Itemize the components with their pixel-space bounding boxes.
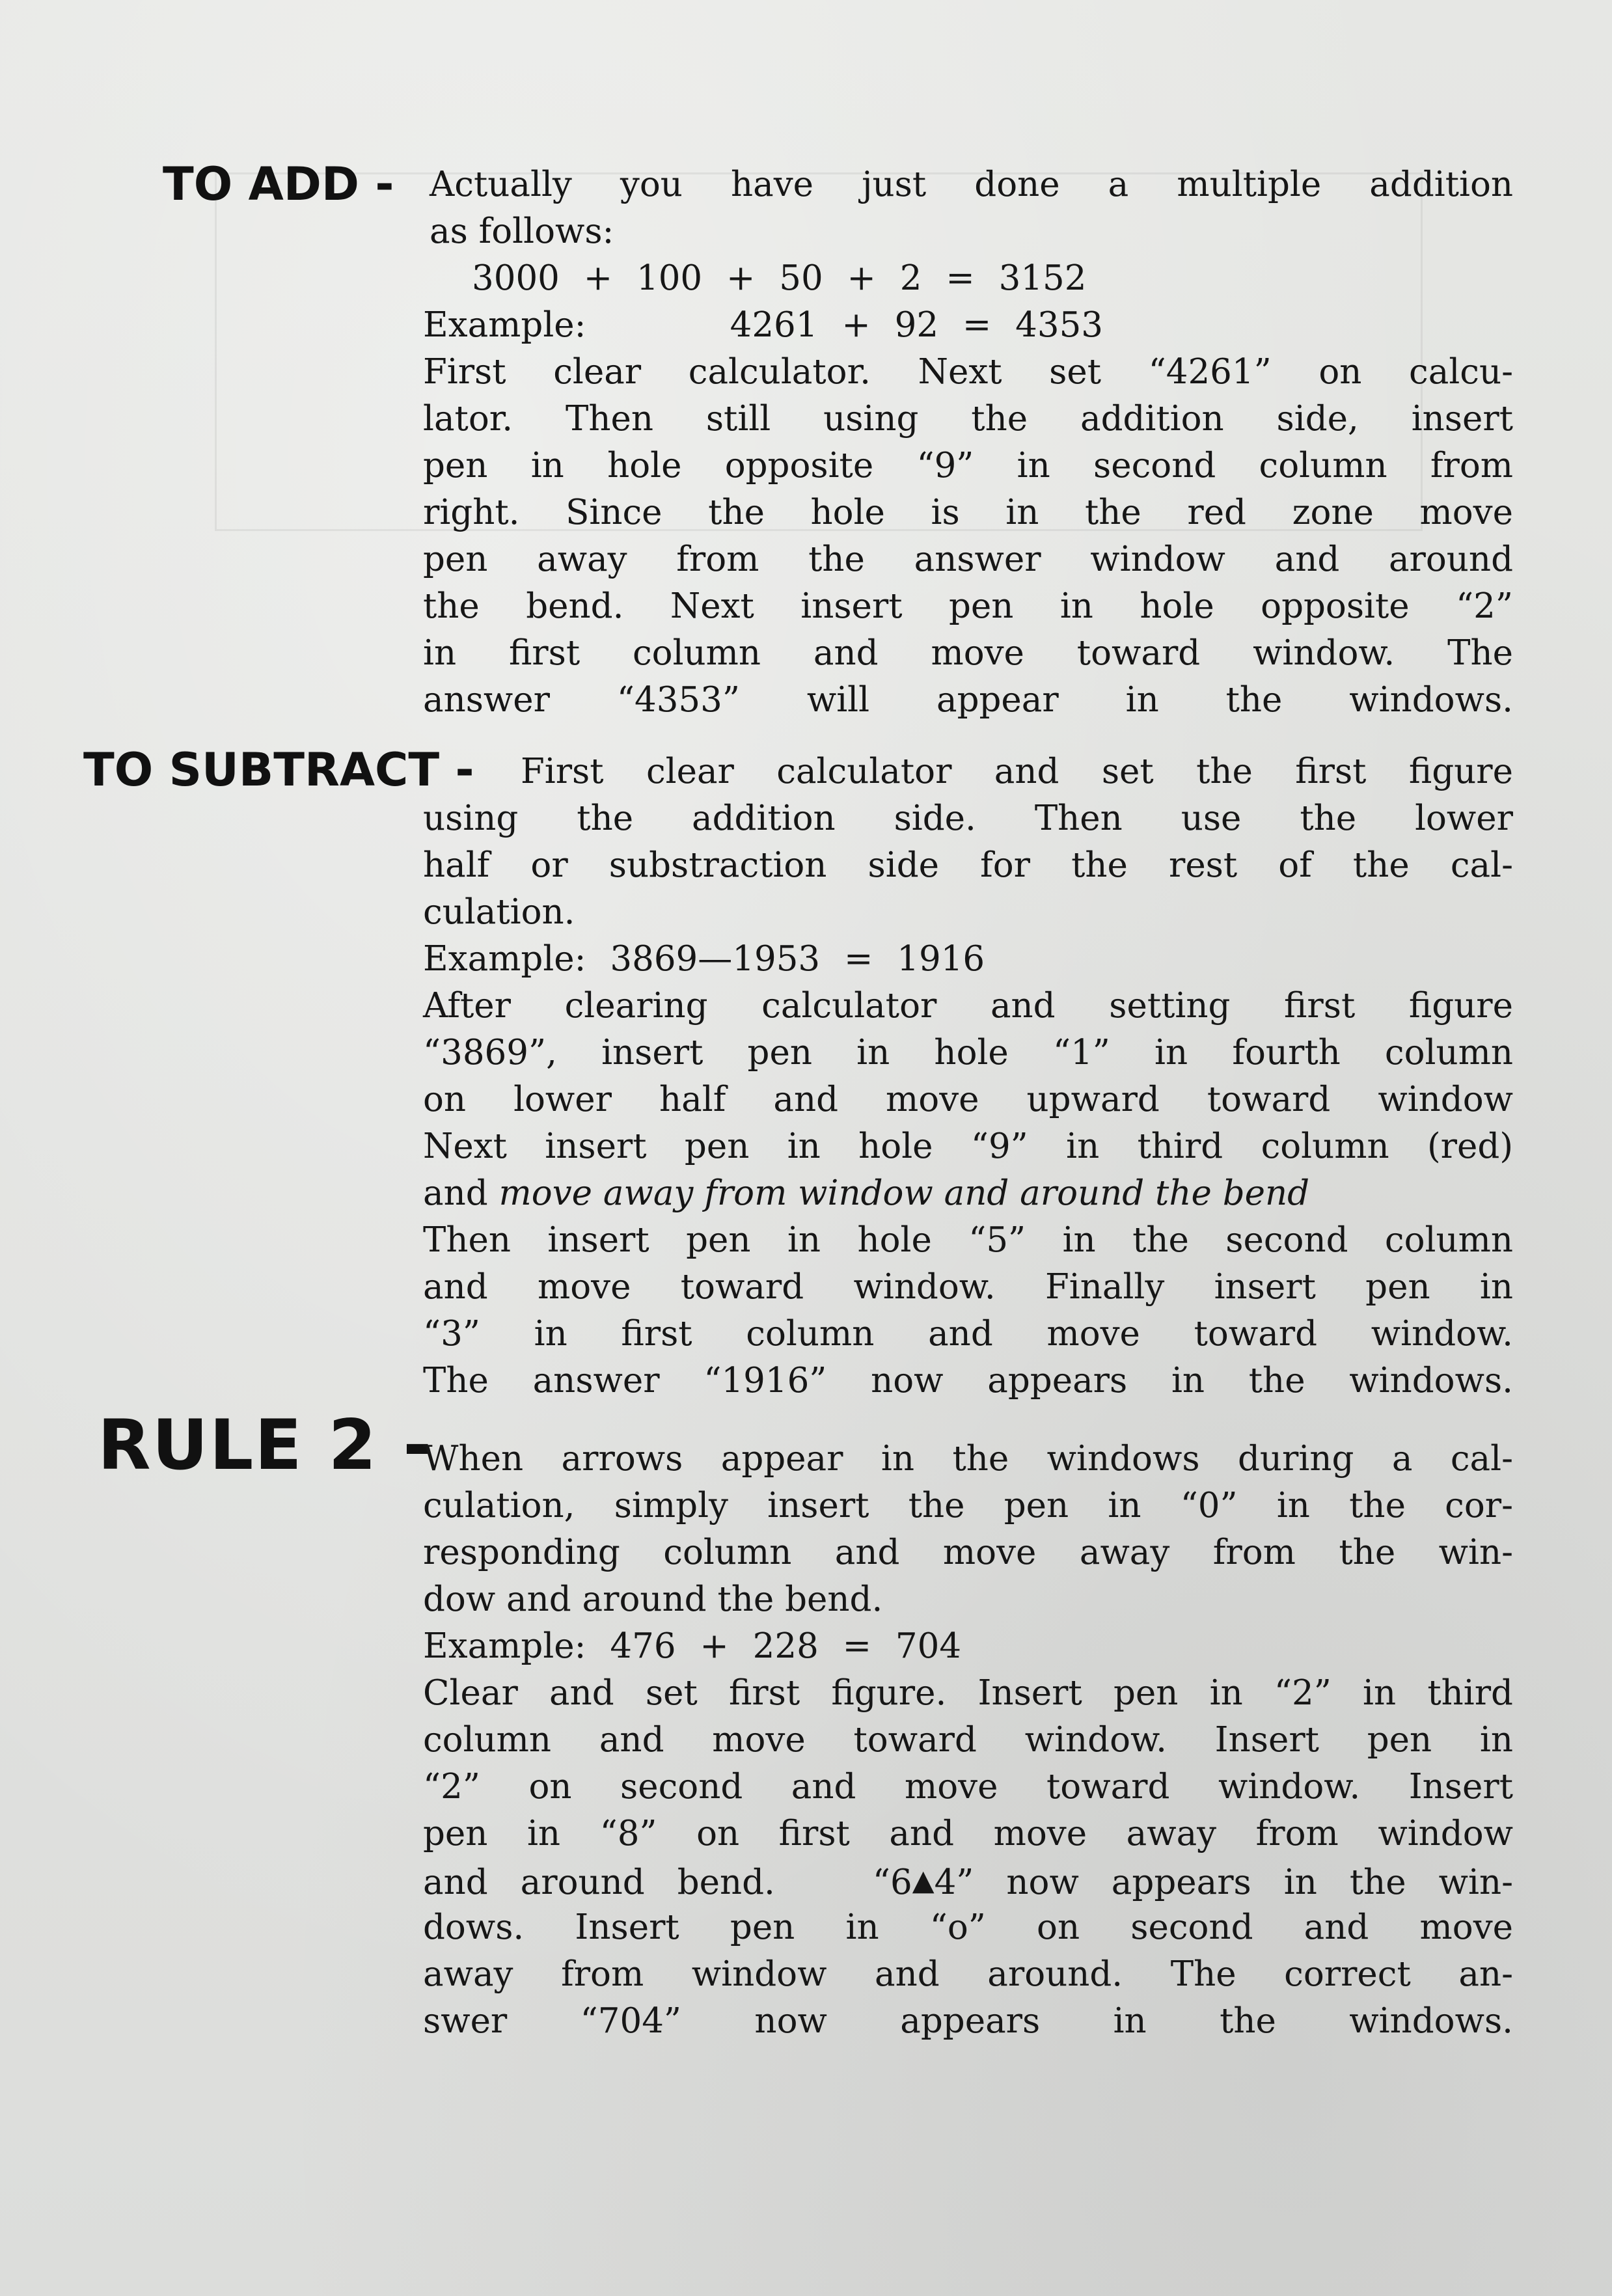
add-line-12: answer “4353” will appear in the windows. <box>423 680 1513 720</box>
rule2-line-10-end: 4” now appears in the win- <box>934 1863 1514 1902</box>
subtract-line-10-italic: move away from window and around the bend <box>499 1173 1310 1213</box>
rule2-line-7: column and move toward window. Insert pen in <box>423 1720 1513 1760</box>
subtract-line-7: “3869”, insert pen in hole “1” in fourth column <box>423 1033 1513 1073</box>
subtract-line-10 <box>423 1170 1513 1217</box>
subtract-line-11: Then insert pen in hole “5” in the second column <box>423 1220 1513 1260</box>
add-example: Example: 4261 + 92 = 4353 <box>423 305 1104 345</box>
add-line-8: right. Since the hole is in the red zone move <box>423 493 1513 532</box>
subtract-example: Example: 3869—1953 = 1916 <box>423 939 985 979</box>
subtract-line-10-start: and <box>423 1173 488 1213</box>
rule2-line-9: pen in “8” on first and move away from window <box>423 1814 1513 1853</box>
add-line-11: in first column and move toward window. The <box>423 633 1513 673</box>
rule2-line-8: “2” on second and move toward window. Insert <box>423 1767 1513 1807</box>
rule2-line-2: culation, simply insert the pen in “0” in the cor- <box>423 1486 1513 1525</box>
rule2-line-1: When arrows appear in the windows during a cal- <box>423 1439 1513 1479</box>
add-line-5: First clear calculator. Next set “4261” on calcu- <box>423 352 1513 392</box>
rule2-line-4: dow and around the bend. <box>423 1579 883 1619</box>
subtract-line-14: The answer “1916” now appears in the windows. <box>423 1361 1513 1401</box>
add-line-2: as follows: <box>430 212 614 251</box>
subtract-line-2: using the addition side. Then use the lower <box>423 799 1513 838</box>
rule2-line-10 <box>423 1857 1513 1906</box>
rule2-line-6: Clear and set first figure. Insert pen in “2” in third <box>423 1673 1513 1713</box>
rule2-line-10-start: and around bend. “6 <box>423 1863 912 1902</box>
subtract-line-8: on lower half and move upward toward window <box>423 1080 1513 1119</box>
rule2-line-12: away from window and around. The correct an- <box>423 1954 1513 1994</box>
subtract-line-4: culation. <box>423 892 575 932</box>
add-line-7: pen in hole opposite “9” in second column from <box>423 446 1513 485</box>
add-equation: 3000 + 100 + 50 + 2 = 3152 <box>472 258 1087 298</box>
subtract-line-9: Next insert pen in hole “9” in third column (red) <box>423 1127 1513 1166</box>
subtract-line-6: After clearing calculator and setting first figure <box>423 986 1513 1026</box>
heading-to-subtract: TO SUBTRACT - <box>83 743 474 797</box>
rule2-line-13: swer “704” now appears in the windows. <box>423 2001 1513 2041</box>
rule2-line-3: responding column and move away from the win- <box>423 1533 1513 1572</box>
rule2-line-11: dows. Insert pen in “o” on second and move <box>423 1907 1513 1947</box>
add-line-9: pen away from the answer window and around <box>423 540 1513 579</box>
add-line-10: the bend. Next insert pen in hole opposite “2” <box>423 586 1513 626</box>
rule2-example: Example: 476 + 228 = 704 <box>423 1626 962 1666</box>
up-arrow-icon: ▲ <box>912 1864 935 1897</box>
add-line-6: lator. Then still using the addition side, insert <box>423 399 1513 439</box>
subtract-line-13: “3” in first column and move toward window. <box>423 1314 1513 1354</box>
subtract-line-1: First clear calculator and set the first figure <box>521 752 1513 791</box>
add-line-1: Actually you have just done a multiple addition <box>430 165 1513 204</box>
subtract-line-3: half or substraction side for the rest of the cal- <box>423 845 1513 885</box>
heading-to-add: TO ADD - <box>163 157 394 211</box>
subtract-line-12: and move toward window. Finally insert pen in <box>423 1267 1513 1307</box>
heading-rule-2: RULE 2 - <box>98 1405 433 1485</box>
